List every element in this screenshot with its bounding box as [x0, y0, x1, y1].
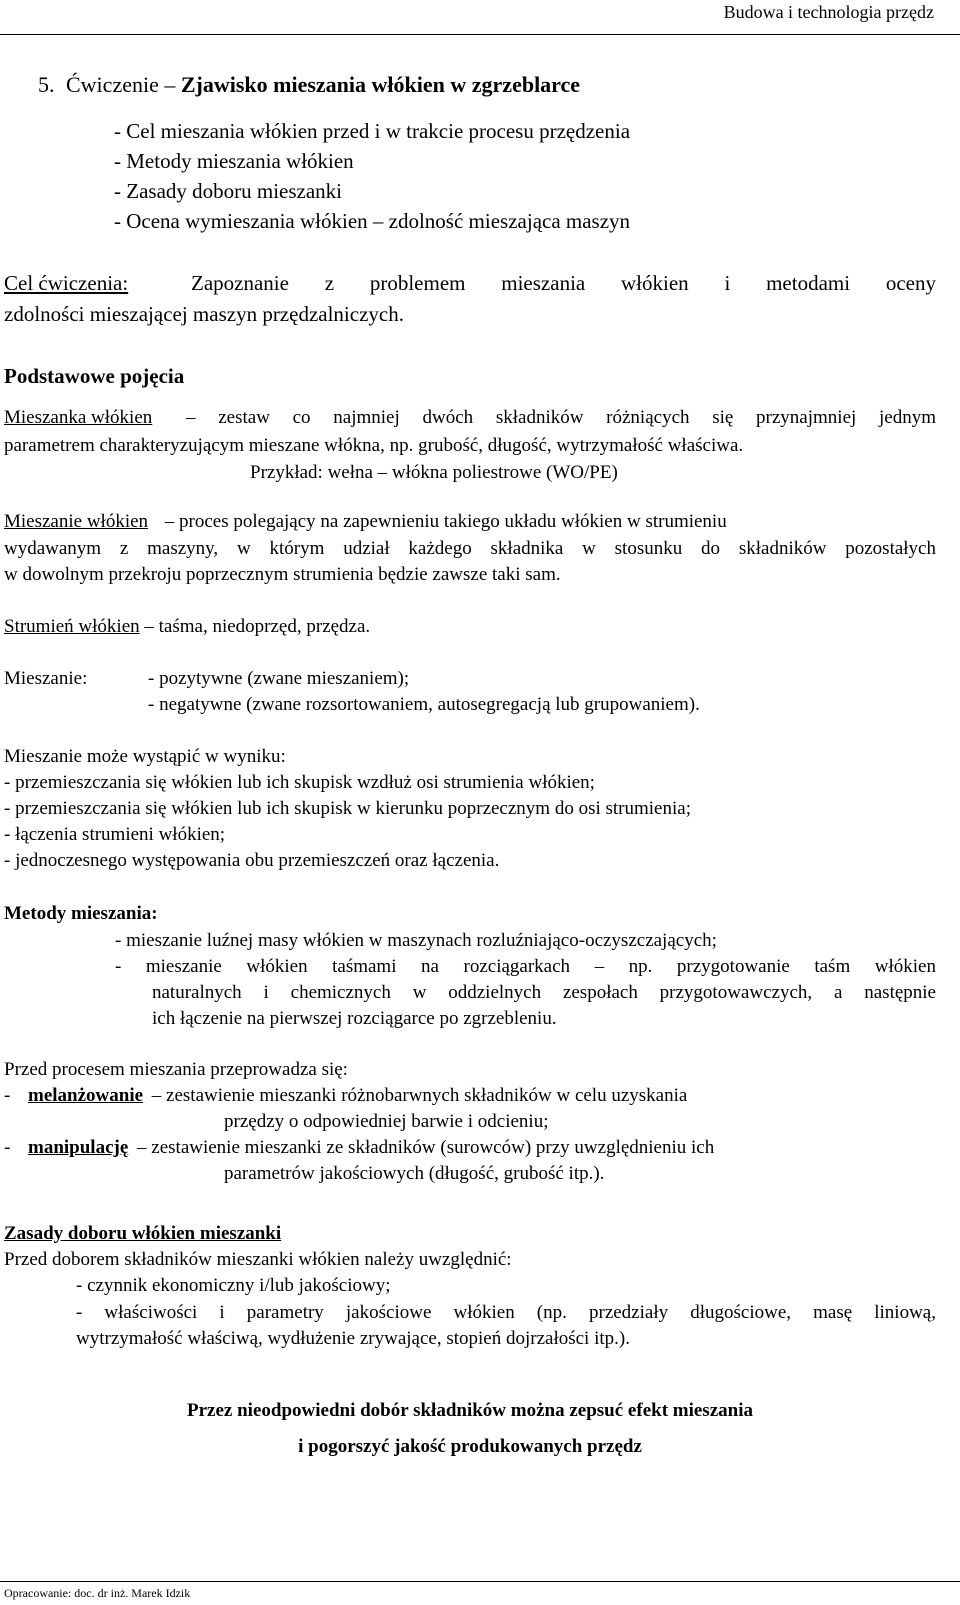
- method-item-continued: ich łączenie na pierwszej rozciągarce po zgrzebleniu.: [152, 1008, 557, 1029]
- mixture-definition-line-1: [4, 407, 936, 429]
- mixture-example: Przykład: wełna – włókna poliestrowe (WO/PE): [250, 462, 618, 483]
- basics-heading: Podstawowe pojęcia: [4, 364, 185, 388]
- manipulation-term: manipulację: [28, 1137, 129, 1158]
- goal-line-1: [4, 271, 936, 296]
- goal-line-2: zdolności mieszającej maszyn przędzalniczych.: [4, 302, 404, 326]
- before-dash: -: [4, 1137, 11, 1158]
- manipulation-text: – zestawienie mieszanki ze składników (surowców) przy uwzględnieniu ich: [137, 1137, 715, 1158]
- manipulation-definition: [28, 1137, 714, 1159]
- section-number: 5.: [38, 72, 55, 97]
- topic-item: - Zasady doboru mieszanki: [114, 179, 343, 203]
- cause-item: - przemieszczania się włókien lub ich skupisk w kierunku poprzecznym do osi strumienia;: [4, 798, 691, 819]
- causes-intro: Mieszanie może wystąpić w wyniku:: [4, 746, 286, 767]
- goal-label: Cel ćwiczenia:: [4, 271, 129, 295]
- mixing-types-label: Mieszanie:: [4, 668, 88, 689]
- method-item: - mieszanie włókien taśmami na rozciągarkach – np. przygotowanie taśm włókien: [115, 956, 936, 977]
- cause-item: - przemieszczania się włókien lub ich skupisk wzdłuż osi strumienia włókien;: [4, 772, 595, 793]
- footer-rule: [0, 1581, 960, 1582]
- running-header: Budowa i technologia przędz: [723, 2, 934, 22]
- method-item: - mieszanie luźnej masy włókien w maszynach rozluźniająco-oczyszczających;: [115, 930, 717, 951]
- melange-term: melanżowanie: [28, 1085, 144, 1106]
- mixing-type-negative: - negatywne (zwane rozsortowaniem, autosegregacją lub grupowaniem).: [148, 694, 700, 715]
- stream-term: Strumień włókien: [4, 616, 140, 637]
- mixture-definition-line-2: parametrem charakteryzującym mieszane włókna, np. grubość, długość, wytrzymałość właściwa.: [4, 435, 744, 456]
- selection-item: - właściwości i parametry jakościowe włókien (np. przedziały długościowe, masę liniową,: [76, 1302, 936, 1323]
- section-title-text: Zjawisko mieszania włókien w zgrzeblarce: [180, 72, 581, 97]
- mixing-term: Mieszanie włókien: [4, 511, 149, 532]
- goal-text: Zapoznanie z problemem mieszania włókien i metodami oceny: [191, 271, 936, 295]
- section-title: [38, 72, 580, 98]
- manipulation-text-continued: parametrów jakościowych (długość, grubość itp.).: [224, 1163, 605, 1184]
- selection-item-continued: wytrzymałość właściwą, wydłużenie zrywające, stopień dojrzałości itp.).: [76, 1328, 630, 1349]
- mixing-definition-line-2: wydawanym z maszyny, w którym udział każdego składnika w stosunku do składników pozostałych: [4, 538, 936, 559]
- methods-heading: Metody mieszania:: [4, 903, 158, 924]
- conclusion-line-2: i pogorszyć jakość produkowanych przędz: [298, 1436, 642, 1457]
- conclusion-line-1: Przez nieodpowiedni dobór składników można zepsuć efekt mieszania: [187, 1400, 753, 1421]
- mixing-type-positive: - pozytywne (zwane mieszaniem);: [148, 668, 410, 689]
- selection-item: - czynnik ekonomiczny i/lub jakościowy;: [76, 1275, 391, 1296]
- cause-item: - łączenia strumieni włókien;: [4, 824, 226, 845]
- mixing-definition-line-3: w dowolnym przekroju poprzecznym strumienia będzie zawsze taki sam.: [4, 564, 561, 585]
- topic-item: - Ocena wymieszania włókien – zdolność mieszająca maszyn: [114, 209, 631, 233]
- method-item-continued: naturalnych i chemicznych w oddzielnych zespołach przygotowawczych, a następnie: [152, 982, 936, 1003]
- selection-heading: Zasady doboru włókien mieszanki: [4, 1223, 282, 1244]
- topic-item: - Cel mieszania włókien przed i w trakcie procesu przędzenia: [114, 119, 631, 143]
- topic-item: - Metody mieszania włókien: [114, 149, 354, 173]
- melange-text: – zestawienie mieszanki różnobarwnych składników w celu uzyskania: [151, 1085, 688, 1106]
- footer-author: Opracowanie: doc. dr inż. Marek Idzik: [4, 1586, 191, 1600]
- selection-intro: Przed doborem składników mieszanki włókien należy uwzględnić:: [4, 1249, 512, 1270]
- mixing-definition-line-1: [4, 511, 727, 533]
- stream-definition: [4, 616, 370, 638]
- melange-text-continued: przędzy o odpowiedniej barwie i odcieniu;: [224, 1111, 549, 1132]
- before-dash: -: [4, 1085, 11, 1106]
- header-rule: [0, 34, 960, 35]
- cause-item: - jednoczesnego występowania obu przemieszczeń oraz łączenia.: [4, 850, 500, 871]
- mixture-text: – zestaw co najmniej dwóch składników różniących się przynajmniej jednym: [186, 407, 936, 428]
- section-prefix: Ćwiczenie –: [66, 72, 181, 97]
- melange-definition: [28, 1085, 687, 1107]
- mixing-text: – proces polegający na zapewnieniu takiego układu włókien w strumieniu: [164, 511, 727, 532]
- mixture-term: Mieszanka włókien: [4, 407, 153, 428]
- before-intro: Przed procesem mieszania przeprowadza się:: [4, 1059, 348, 1080]
- stream-text: – taśma, niedoprzęd, przędza.: [139, 616, 371, 637]
